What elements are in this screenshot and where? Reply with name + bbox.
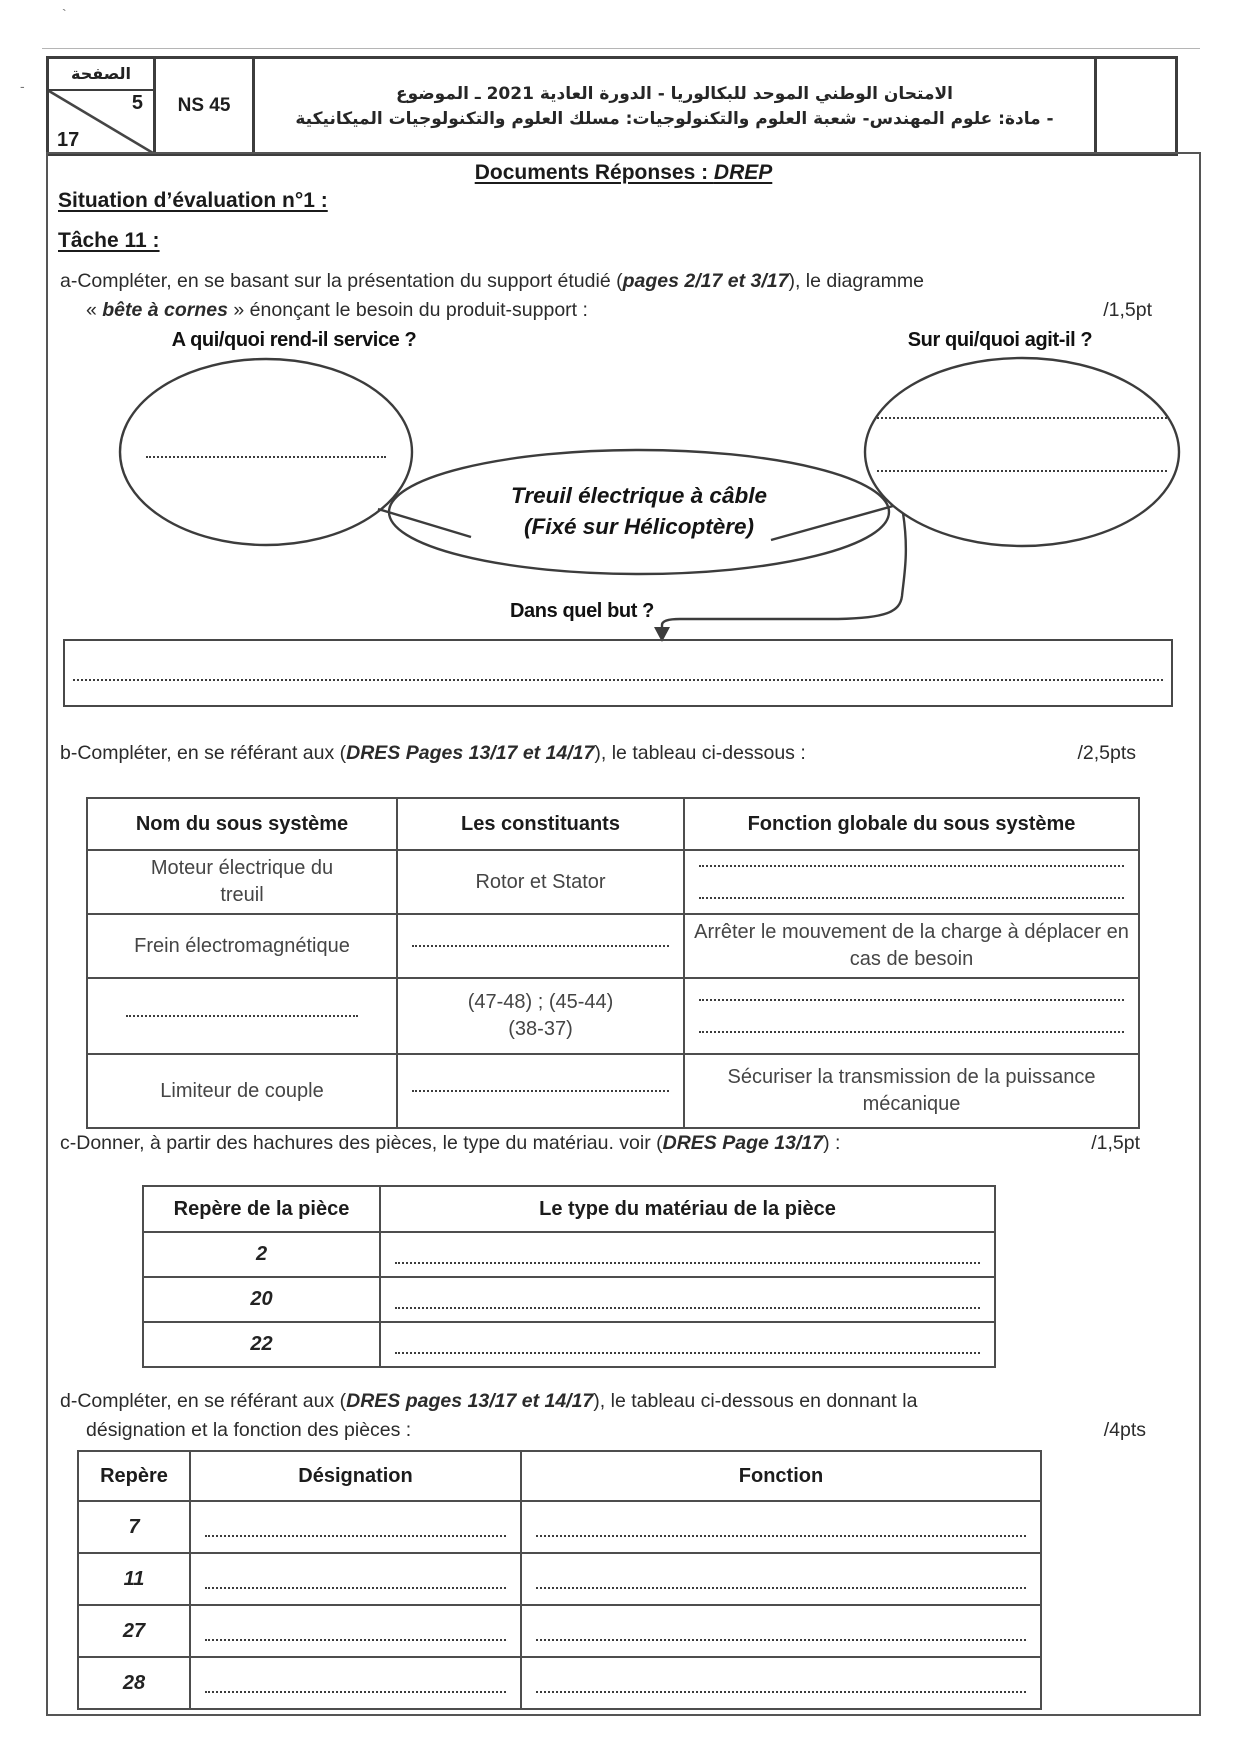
col-header-material: Le type du matériau de la pièce [380, 1186, 995, 1232]
cell-part-number: 2 [143, 1232, 380, 1277]
page-number-cell [49, 59, 156, 153]
task-a-line2: « bête à cornes » énonçant le besoin du produit-support : /1,5pt [60, 296, 1186, 325]
task-a-line1: a-Compléter, en se basant sur la présentation du support étudié (pages 2/17 et 3/17), le diagramme [60, 270, 924, 292]
bete-a-cornes-diagram [48, 324, 1199, 716]
answer-blank [73, 679, 1163, 681]
task-c-statement: c-Donner, à partir des hachures des pièces, le type du matériau. voir (DRES Page 13/17) : /1,5pt [60, 1129, 1186, 1158]
scan-artifact: ` [62, 6, 67, 22]
cell-part-number: 28 [78, 1657, 190, 1709]
task-a-points: /1,5pt [1103, 299, 1152, 321]
task-a-statement [60, 267, 1186, 325]
document-title [48, 161, 1199, 185]
cell-name-blank [87, 978, 397, 1054]
title-text: Documents Réponses : [474, 161, 714, 184]
cell-function-blank [684, 850, 1139, 914]
header-empty-cell [1097, 59, 1175, 153]
cell-constituents: (47-48) ; (45-44) (38-37) [397, 978, 684, 1054]
table-header-row [143, 1186, 995, 1232]
cell-designation-blank [190, 1553, 521, 1605]
ns-code-cell: NS 45 [156, 59, 255, 153]
response-sheet [46, 152, 1201, 1716]
col-header-constituents: Les constituants [397, 798, 684, 850]
task-b-points: /2,5pts [1077, 742, 1136, 764]
question-purpose: Dans quel but ? [509, 600, 654, 622]
page-label-arabic: الصفحة [49, 59, 153, 91]
answer-blank [205, 1639, 506, 1641]
answer-blank [536, 1535, 1026, 1537]
ellipse-acts-on [865, 358, 1179, 546]
answer-blank [536, 1639, 1026, 1641]
cell-designation-blank [190, 1501, 521, 1553]
answer-blank [395, 1352, 980, 1354]
title-acronym: DREP [713, 161, 773, 184]
cell-constituents: Rotor et Stator [397, 850, 684, 914]
task-d-points: /4pts [1103, 1419, 1146, 1441]
question-who-serves: A qui/quoi rend-il service ? [171, 329, 417, 351]
cell-part-number: 22 [143, 1322, 380, 1367]
task-b-statement: b-Compléter, en se référant aux (DRES Pages 13/17 et 14/17), le tableau ci-dessous : /2,5pts [60, 739, 1186, 768]
question-acts-on: Sur qui/quoi agit-il ? [907, 329, 1093, 351]
table-row [87, 1054, 1139, 1128]
cell-designation-blank [190, 1657, 521, 1709]
table-row [143, 1322, 995, 1367]
cell-name: Limiteur de couple [87, 1054, 397, 1128]
cell-function-blank [521, 1657, 1041, 1709]
answer-blank [412, 1090, 669, 1092]
answer-blank [205, 1587, 506, 1589]
header-table [46, 56, 1178, 156]
task-d-statement [60, 1387, 1186, 1445]
answer-blank [536, 1691, 1026, 1693]
cell-designation-blank [190, 1605, 521, 1657]
answer-blank [146, 442, 386, 458]
table-row [87, 914, 1139, 978]
cell-material-blank [380, 1232, 995, 1277]
answer-blank [699, 897, 1124, 899]
cell-name: Moteur électrique du treuil [150, 857, 334, 906]
answer-blank [699, 1031, 1124, 1033]
scan-frame-line [42, 48, 1200, 49]
table-row [143, 1277, 995, 1322]
answer-blank [395, 1262, 980, 1264]
table-header-row [78, 1451, 1041, 1501]
task-heading: Tâche 11 : [58, 229, 160, 252]
cell-part-number: 7 [78, 1501, 190, 1553]
answer-blank [536, 1587, 1026, 1589]
cell-function-blank [521, 1553, 1041, 1605]
answer-blank [877, 403, 1167, 419]
table-row [78, 1553, 1041, 1605]
cell-function: Arrêter le mouvement de la charge à déplacer en cas de besoin [684, 914, 1139, 978]
task-c-points: /1,5pt [1091, 1132, 1140, 1154]
cell-function-blank [521, 1501, 1041, 1553]
table-row [143, 1232, 995, 1277]
answer-blank [126, 1015, 358, 1017]
col-header-part: Repère [78, 1451, 190, 1501]
col-header-designation: Désignation [190, 1451, 521, 1501]
table-row [78, 1605, 1041, 1657]
answer-blank [877, 456, 1167, 472]
col-header-part: Repère de la pièce [143, 1186, 380, 1232]
situation-heading: Situation d’évaluation n°1 : [58, 189, 328, 212]
cell-constituents-blank [397, 1054, 684, 1128]
col-header-function: Fonction globale du sous système [684, 798, 1139, 850]
cell-name: Frein électromagnétique [134, 934, 350, 957]
table-header-row [87, 798, 1139, 850]
answer-blank [205, 1691, 506, 1693]
table-row [87, 850, 1139, 914]
answer-blank [395, 1307, 980, 1309]
exam-title-cell [255, 59, 1097, 153]
task-d-line1: d-Compléter, en se référant aux (DRES pages 13/17 et 14/17), le tableau ci-dessous en donnant la [60, 1390, 918, 1412]
designation-function-table [77, 1450, 1042, 1710]
task-d-line2: désignation et la fonction des pièces : /4pts [60, 1416, 1186, 1445]
table-row [87, 978, 1139, 1054]
table-row [78, 1657, 1041, 1709]
page-total: 17 [57, 129, 80, 151]
cell-function-blank [521, 1605, 1041, 1657]
cell-material-blank [380, 1322, 995, 1367]
answer-blank [412, 945, 669, 947]
table-row [78, 1501, 1041, 1553]
scan-artifact: - [20, 78, 25, 94]
cell-function: Sécuriser la transmission de la puissance mécanique [684, 1054, 1139, 1128]
col-header-name: Nom du sous système [87, 798, 397, 850]
page-current: 5 [131, 92, 143, 114]
col-header-function: Fonction [521, 1451, 1041, 1501]
exam-title-line2: - مادة: علوم المهندس- شعبة العلوم والتكنولوجيات: مسلك العلوم والتكنولوجيات الميكانيكية [295, 108, 1054, 129]
cell-material-blank [380, 1277, 995, 1322]
cell-part-number: 11 [78, 1553, 190, 1605]
purpose-answer-box [63, 639, 1173, 707]
subsystem-table [86, 797, 1140, 1129]
product-label: Treuil électrique à câble (Fixé sur Hélicoptère) [511, 483, 767, 539]
cell-function-blank [684, 978, 1139, 1054]
answer-blank [205, 1535, 506, 1537]
cell-part-number: 27 [78, 1605, 190, 1657]
cell-constituents-blank [397, 914, 684, 978]
cell-part-number: 20 [143, 1277, 380, 1322]
material-table [142, 1185, 996, 1368]
page-fraction-box [49, 91, 153, 153]
exam-title-line1: الامتحان الوطني الموحد للبكالوريا - الدورة العادية 2021 ـ الموضوع [395, 83, 954, 104]
